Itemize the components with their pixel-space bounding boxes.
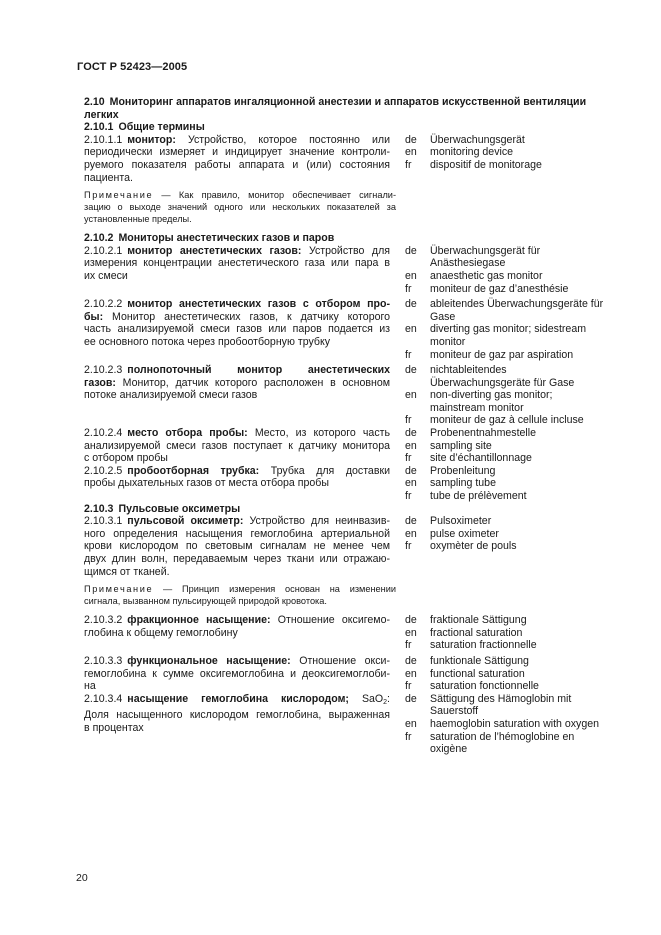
lang-code: fr	[405, 282, 412, 295]
definition-text: на	[84, 680, 96, 693]
lang-code: de	[405, 133, 417, 146]
translation-text: ableitendes Überwachungsgeräte für	[430, 298, 604, 311]
lang-code: en	[405, 626, 417, 639]
definition-text: Отношение оксигемо-	[277, 614, 390, 627]
translation-fr: site d’échantillonnage	[430, 452, 532, 465]
translation-de	[430, 693, 614, 718]
term-translations	[405, 427, 614, 465]
lang-code: fr	[405, 452, 412, 465]
lang-code: en	[405, 323, 417, 336]
translation-text: Überwachungsgerät für	[430, 244, 541, 257]
translation-fr: tube de prélèvement	[430, 490, 527, 503]
definition-text: Устройство для	[308, 244, 391, 257]
term-entry	[84, 693, 614, 756]
subsection-number: 2.10.1	[84, 121, 114, 134]
translation-de: Probenentnahmestelle	[430, 427, 537, 440]
lang-code: en	[405, 477, 417, 490]
translation-en: anaesthetic gas monitor	[430, 269, 543, 282]
note-text: зацию о выходе значений одного или нескольких показателей за	[84, 202, 396, 213]
translation-en: functional saturation	[430, 667, 525, 680]
definition-text: Трубка для доставки	[270, 464, 390, 477]
term-entry	[84, 655, 614, 693]
definition-text: гемоглобина к сумме оксигемоглобина и деоксигемоглоби-	[84, 667, 390, 680]
term-number: 2.10.3.4	[84, 692, 123, 705]
term-definition	[84, 465, 390, 503]
term-translations	[405, 465, 614, 503]
term-number: 2.10.1.1	[84, 133, 123, 146]
subsection-number: 2.10.2	[84, 232, 114, 245]
section-heading	[84, 96, 614, 121]
term-name: монитор:	[127, 133, 176, 146]
term-number: 2.10.2.1	[84, 244, 123, 257]
definition-text: измерения концентрации анестетического газа или пара в	[84, 257, 390, 270]
term-entry	[84, 427, 614, 465]
translation-text: mainstream monitor	[430, 401, 524, 414]
note	[84, 583, 396, 607]
term-entry	[84, 364, 614, 427]
page-number: 20	[76, 872, 88, 884]
translation-en: sampling site	[430, 439, 492, 452]
translation-de: Probenleitung	[430, 464, 496, 477]
definition-text: двух длин волн, передаваемым через ткани или отражаю-	[84, 553, 390, 565]
lang-code: en	[405, 667, 417, 680]
term-symbol: SaO	[361, 692, 384, 705]
term-name: фракционное насыщение:	[127, 614, 271, 627]
translation-fr: moniteur de gaz par aspiration	[430, 348, 574, 361]
definition-text: Доля насыщенного кислородом гемоглобина, выраженная	[84, 709, 390, 722]
term-name: монитор анестетических газов:	[127, 244, 302, 257]
term-translations	[405, 515, 614, 578]
note-text: — Как правило, монитор обеспечивает сигнали-	[153, 190, 396, 201]
term-number: 2.10.2.4	[84, 427, 123, 440]
definition-text: их смеси	[84, 269, 128, 282]
translation-fr: moniteur de gaz à cellule incluse	[430, 414, 584, 427]
lang-code: fr	[405, 348, 412, 361]
lang-code: fr	[405, 158, 412, 171]
definition-text: Устройство, которое постоянно или	[187, 133, 390, 146]
term-number: 2.10.3.3	[84, 654, 123, 667]
term-name: полнопоточный монитор анестетических	[127, 364, 390, 377]
lang-code: fr	[405, 639, 412, 652]
term-entry	[84, 515, 614, 578]
term-name: насыщение гемоглобина кислородом;	[127, 692, 349, 705]
translation-en	[430, 323, 614, 348]
definition-text: анализируемой смеси газов поступает к датчику монитора	[84, 439, 390, 452]
lang-code: de	[405, 427, 417, 440]
definition-text: Место, из которого часть	[254, 427, 390, 440]
definition-text: пробы дыхательных газов от места отбора пробы	[84, 477, 329, 490]
term-translations	[405, 614, 614, 652]
term-entry	[84, 245, 614, 295]
definition-text: щимся от тканей.	[84, 565, 170, 578]
document-body	[84, 96, 614, 756]
term-definition	[84, 614, 390, 652]
lang-code: en	[405, 146, 417, 159]
section-title: Мониторинг аппаратов ингаляционной анестезии и аппаратов искусственной вентиляции легких	[84, 96, 587, 121]
lang-code: en	[405, 527, 417, 540]
lang-code: de	[405, 614, 417, 627]
term-translations	[405, 245, 614, 295]
term-translations	[405, 134, 614, 184]
term-number: 2.10.2.2	[84, 298, 123, 311]
term-number: 2.10.2.3	[84, 364, 123, 377]
definition-text: потоке анализируемой смеси газов	[84, 389, 258, 402]
subsection-heading	[84, 232, 614, 245]
lang-code: de	[405, 244, 417, 257]
definition-text: периодически измеряет и индицирует значение контроли-	[84, 146, 390, 159]
translation-fr: moniteur de gaz d’anesthésie	[430, 282, 569, 295]
term-name: место отбора пробы:	[127, 427, 248, 440]
term-definition	[84, 427, 390, 465]
term-translations	[405, 693, 614, 756]
translation-text: Anästhesiegase	[430, 257, 506, 270]
term-symbol-subscript: 2	[383, 698, 388, 706]
note-label: Примечание	[84, 190, 154, 201]
translation-fr: saturation fonctionnelle	[430, 680, 539, 693]
translation-de: fraktionale Sättigung	[430, 614, 527, 627]
term-definition	[84, 693, 390, 756]
translation-text: Sättigung des Hämoglobin mit	[430, 692, 572, 705]
definition-text: Монитор анестетических газов, к датчику которого	[112, 310, 390, 323]
translation-en: fractional saturation	[430, 626, 523, 639]
translation-text: Gase	[430, 310, 456, 323]
term-name: монитор анестетических газов с отбором про-	[127, 298, 390, 311]
term-translations	[405, 655, 614, 693]
translation-text: Sauerstoff	[430, 705, 479, 718]
translation-fr: saturation fractionnelle	[430, 639, 537, 652]
term-name: пульсовой оксиметр:	[127, 515, 244, 528]
term-number: 2.10.3.2	[84, 614, 123, 627]
definition-text: часть анализируемой смеси газов или паров подается из	[84, 323, 390, 336]
term-translations	[405, 298, 614, 361]
definition-text: Устройство для неинвазив-	[249, 515, 390, 528]
lang-code: de	[405, 515, 417, 528]
translation-en: monitoring device	[430, 146, 514, 159]
subsection-title: Мониторы анестетических газов и паров	[118, 232, 335, 245]
translation-fr: oxymèter de pouls	[430, 540, 517, 553]
subsection-title: Общие термины	[118, 121, 205, 134]
definition-text: крови кислородом по световым сигналам не менее чем	[84, 540, 390, 553]
term-definition	[84, 134, 390, 184]
section-number: 2.10	[84, 96, 105, 108]
note-text: сигнала, вызванном пульсирующей природой кровотока.	[84, 596, 327, 607]
term-entry	[84, 465, 614, 503]
translation-fr	[430, 731, 614, 756]
lang-code: fr	[405, 730, 412, 743]
term-entry	[84, 614, 614, 652]
subsection-heading	[84, 121, 614, 134]
note	[84, 189, 396, 225]
definition-text: в процентах	[84, 721, 144, 734]
note-text: — Принцип измерения основан на изменении	[153, 584, 396, 595]
note-text: установленные пределы.	[84, 214, 192, 225]
lang-code: fr	[405, 540, 412, 553]
lang-code: fr	[405, 414, 412, 427]
translation-de	[430, 245, 614, 270]
lang-code: en	[405, 269, 417, 282]
translation-text: non-diverting gas monitor;	[430, 389, 553, 402]
translation-en	[430, 389, 614, 414]
term-translations	[405, 364, 614, 427]
definition-text: ного определения насыщения гемоглобина артериальной	[84, 527, 390, 540]
translation-en: pulse oximeter	[430, 527, 499, 540]
term-definition	[84, 298, 390, 361]
term-name: пробоотборная трубка:	[127, 464, 260, 477]
definition-text: Монитор, датчик которого расположен в основном	[122, 376, 390, 389]
lang-code: de	[405, 298, 417, 311]
note-label: Примечание	[84, 584, 154, 595]
lang-code: de	[405, 692, 417, 705]
translation-text: diverting gas monitor; sidestream	[430, 323, 587, 336]
translation-de	[430, 364, 614, 389]
subsection-heading	[84, 503, 614, 516]
term-definition	[84, 655, 390, 693]
definition-text: ее основного потока через пробоотборную трубку	[84, 335, 331, 348]
subsection-title: Пульсовые оксиметры	[118, 502, 241, 515]
translation-de: Überwachungsgerät	[430, 133, 525, 146]
lang-code: en	[405, 389, 417, 402]
term-number: 2.10.2.5	[84, 464, 123, 477]
definition-text: Отношение окси-	[299, 654, 390, 667]
translation-text: oxigène	[430, 743, 468, 756]
translation-text: Überwachungsgeräte für Gase	[430, 376, 575, 389]
lang-code: fr	[405, 680, 412, 693]
definition-text: глобина к общему гемоглобину	[84, 626, 238, 639]
translation-text: nichtableitendes	[430, 364, 507, 377]
term-entry	[84, 134, 614, 184]
term-definition	[84, 515, 390, 578]
term-number: 2.10.3.1	[84, 515, 123, 528]
definition-text: пациента.	[84, 171, 133, 184]
term-name: функциональное насыщение:	[127, 654, 291, 667]
translation-fr: dispositif de monitorage	[430, 158, 542, 171]
translation-de: Pulsoximeter	[430, 515, 492, 528]
lang-code: de	[405, 364, 417, 377]
term-name: бы:	[84, 310, 104, 323]
document-header: ГОСТ Р 52423—2005	[77, 61, 188, 73]
definition-text: руемого показателя работы аппарата и (или) состояния	[84, 158, 390, 171]
translation-text: monitor	[430, 335, 466, 348]
lang-code: de	[405, 464, 417, 477]
lang-code: de	[405, 654, 417, 667]
definition-text: с отбором пробы	[84, 452, 168, 465]
translation-en: haemoglobin saturation with oxygen	[430, 717, 600, 730]
term-definition	[84, 245, 390, 295]
term-symbol-colon: :	[387, 692, 390, 705]
lang-code: en	[405, 717, 417, 730]
lang-code: en	[405, 439, 417, 452]
translation-en: sampling tube	[430, 477, 496, 490]
term-name: газов:	[84, 376, 116, 389]
term-definition	[84, 364, 390, 427]
lang-code: fr	[405, 490, 412, 503]
term-entry	[84, 298, 614, 361]
subsection-number: 2.10.3	[84, 502, 114, 515]
translation-text: saturation de l’hémoglobine en	[430, 730, 575, 743]
translation-de: funktionale Sättigung	[430, 654, 529, 667]
translation-de	[430, 298, 614, 323]
